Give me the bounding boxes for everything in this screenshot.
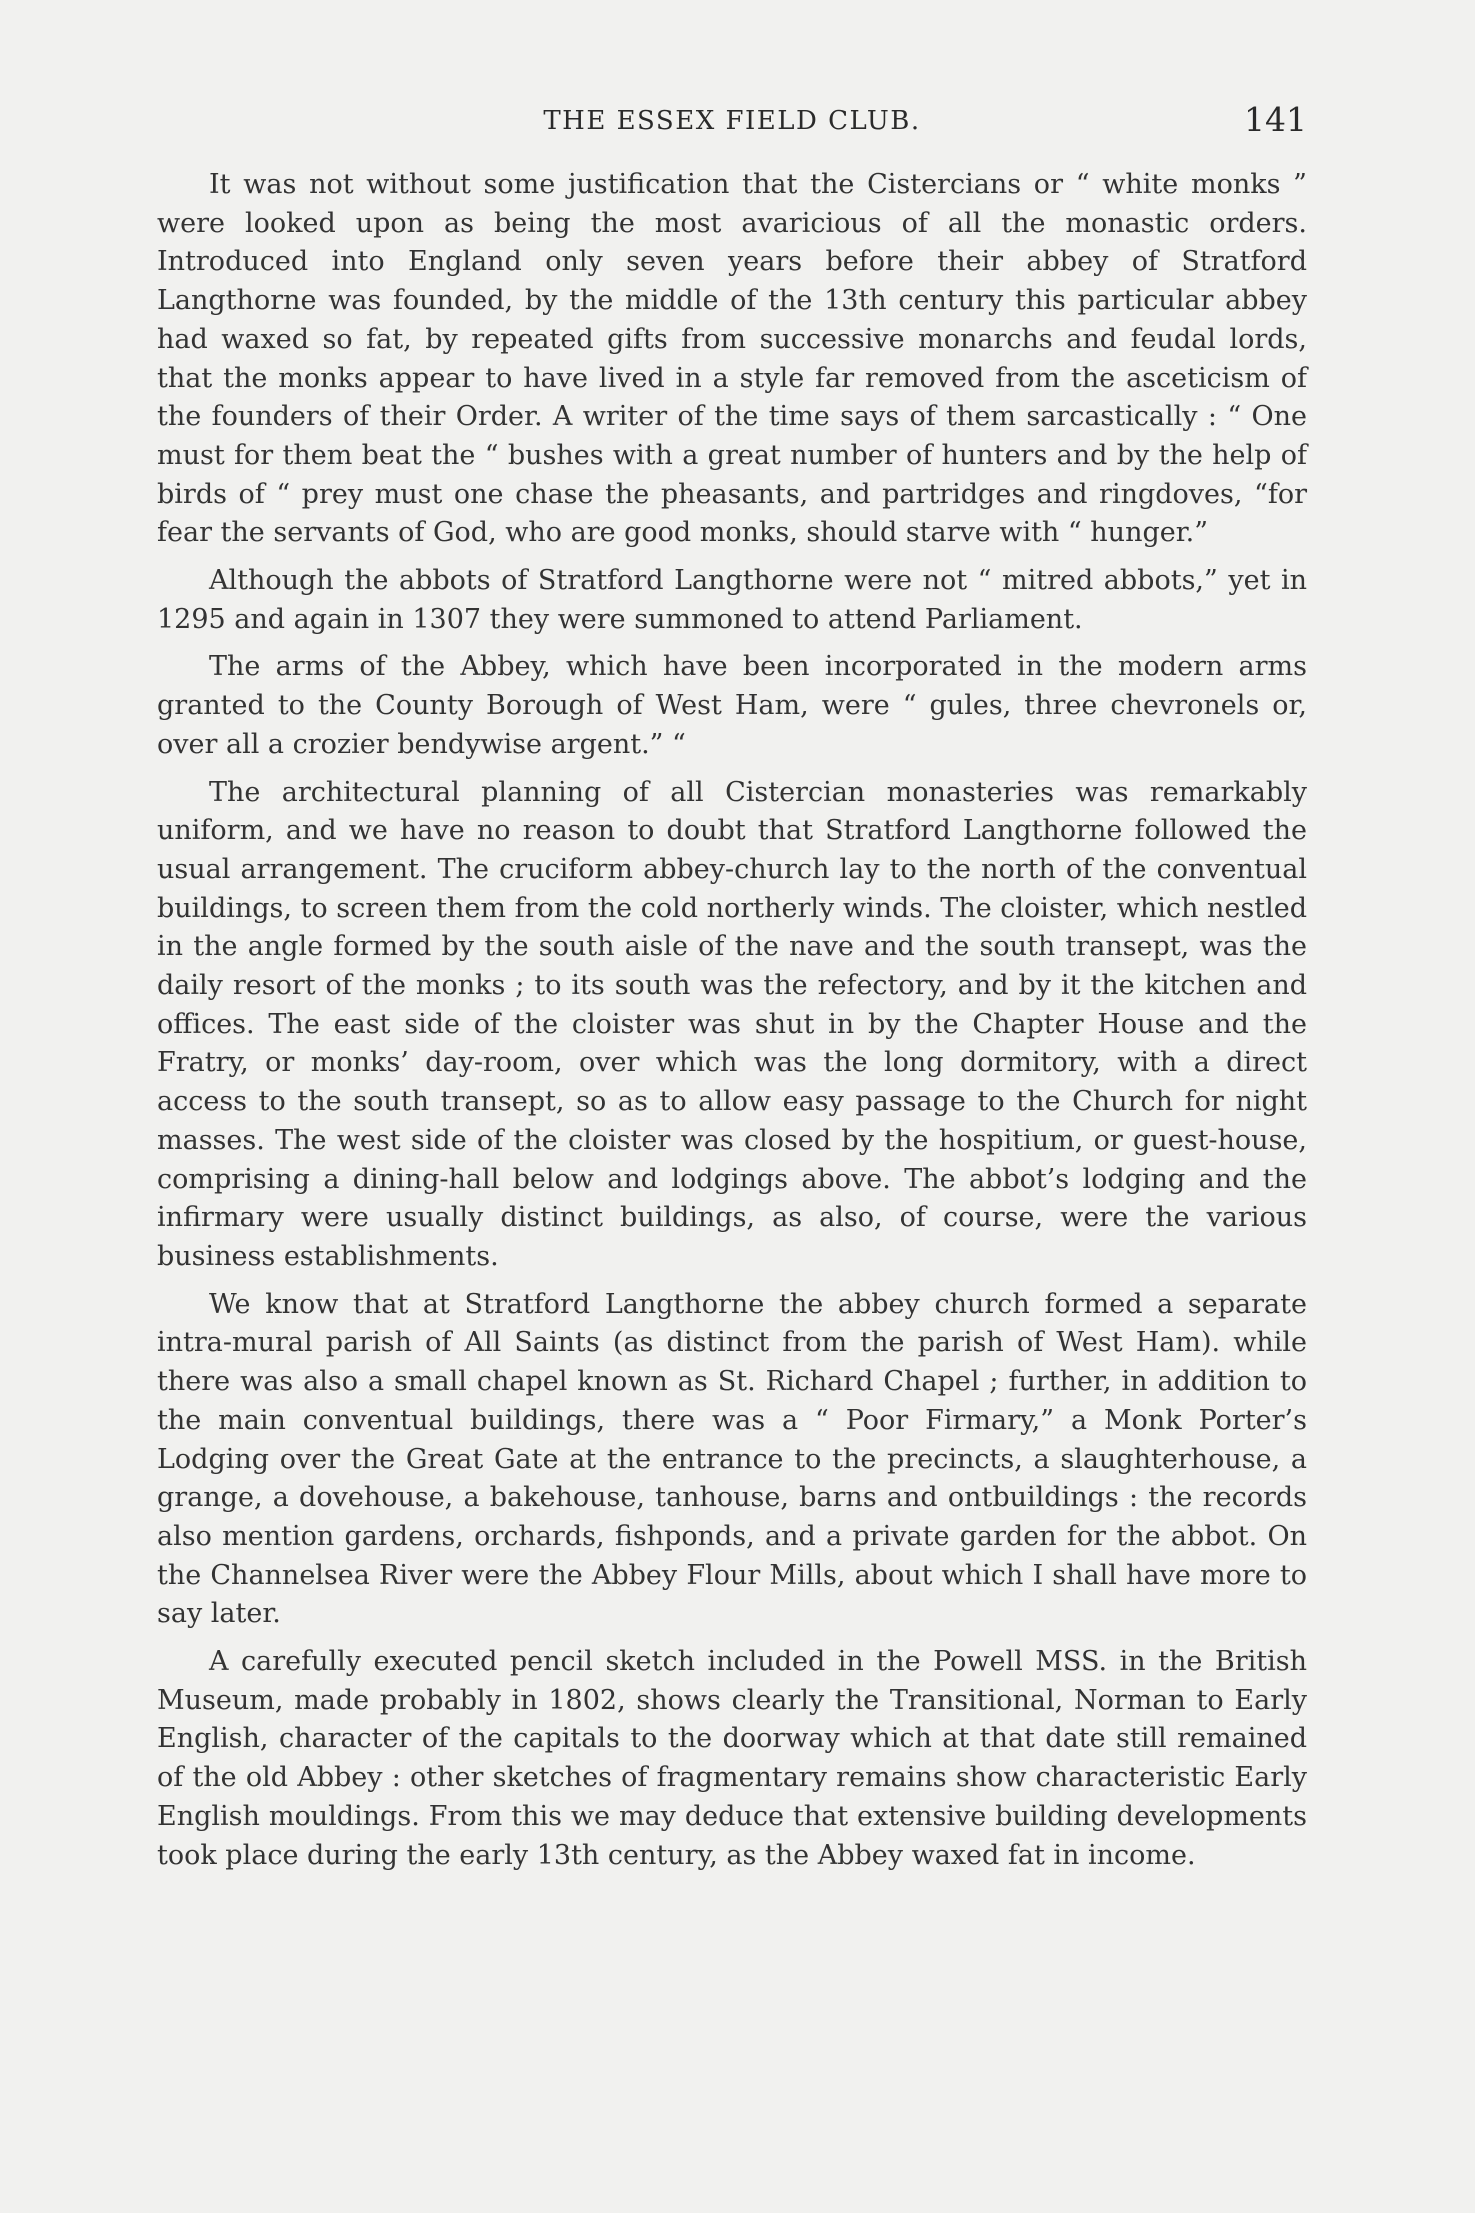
- paragraph-parish: We know that at Stratford Langthorne the abbey church formed a separate intra-mural parish of All Saints (as distinct from the parish of West Ham). while there was also a small chapel known as St. Richard Chapel ; further, in addition to the main conventual buildings, there was a “ Poor Firmary,” a Monk Porter’s Lodging over the Great Gate at the entrance to the precincts, a slaughterhouse, a grange, a dovehouse, a bakehouse, tanhouse, barns and ontbuildings : the records also mention gardens, orchards, fishponds, and a private garden for the abbot. On the Channelsea River were the Abbey Flour Mills, about which I shall have more to say later.: [157, 1288, 1307, 1630]
- page-number: 141: [1244, 100, 1307, 139]
- body-text: [157, 166, 1307, 1884]
- paragraph-abbots: Although the abbots of Stratford Langthorne were not “ mitred abbots,” yet in 1295 and again in 1307 they were summoned to attend Parliament.: [157, 565, 1307, 635]
- paragraph-sketch: A carefully executed pencil sketch included in the Powell MSS. in the British Museum, made probably in 1802, shows clearly the Transitional, Norman to Early English, character of the capitals to the doorway which at that date still remained of the old Abbey : other sketches of fragmentary remains show characteristic Early English mouldings. From this we may deduce that extensive building developments took place during the early 13th century, as the Abbey waxed fat in income.: [157, 1646, 1307, 1871]
- paragraph-arms: The arms of the Abbey, which have been incorporated in the modern arms granted to the County Borough of West Ham, were “ gules, three chevronels or, over all a crozier bendywise argent.” “: [157, 651, 1307, 760]
- paragraph-architecture: The architectural planning of all Cistercian monasteries was remarkably uniform, and we have no reason to doubt that Stratford Langthorne followed the usual arrangement. The cruciform abbey-church lay to the north of the conventual buildings, to screen them from the cold northerly winds. The cloister, which nestled in the angle formed by the south aisle of the nave and the south transept, was the daily resort of the monks ; to its south was the refectory, and by it the kitchen and offices. The east side of the cloister was shut in by the Chapter House and the Fratry, or monks’ day-room, over which was the long dormitory, with a direct access to the south transept, so as to allow easy passage to the Church for night masses. The west side of the cloister was closed by the hospitium, or guest-house, comprising a dining-hall below and lodgings above. The abbot’s lodging and the infirmary were usually distinct buildings, as also, of course, were the various business establishments.: [157, 776, 1307, 1272]
- running-title: THE ESSEX FIELD CLUB.: [543, 106, 921, 136]
- running-head: [157, 100, 1307, 150]
- paragraph-cistercians: It was not without some justification that the Cistercians or “ white monks ” were looked upon as being the most avaricious of all the monastic orders. Introduced into England only seven years before their abbey of Stratford Langthorne was founded, by the middle of the 13th century this particular abbey had waxed so fat, by repeated gifts from successive monarchs and feudal lords, that the monks appear to have lived in a style far removed from the asceticism of the founders of their Order. A writer of the time says of them sarcastically : “ One must for them beat the “ bushes with a great number of hunters and by the help of birds of “ prey must one chase the pheasants, and partridges and ringdoves, “for fear the servants of God, who are good monks, should starve with “ hunger.”: [157, 169, 1307, 549]
